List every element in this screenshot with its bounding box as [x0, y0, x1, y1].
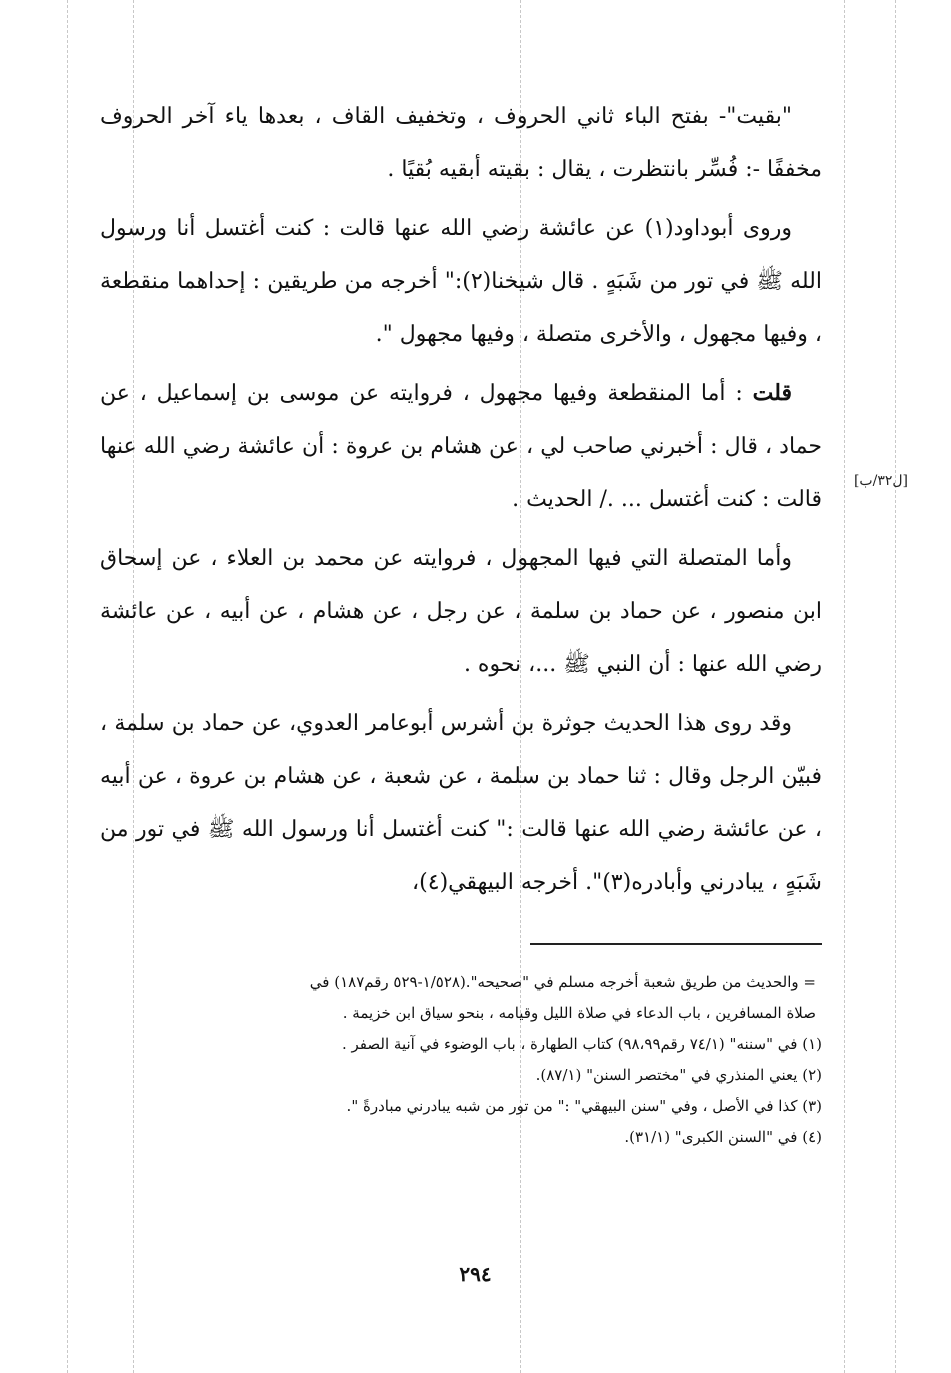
manuscript-folio-marker: [ل٣٢/ب]: [853, 473, 908, 489]
footnote-1: (١) في "سننه" (٧٤/١ رقم٩٨،٩٩) كتاب الطهارة ، باب الوضوء في آنية الصفر .: [341, 1035, 822, 1053]
paragraph-3-text: : أما المنقطعة وفيها مجهول ، فروايته عن موسى بن إسماعيل ، عن حماد ، قال : أخبرني صاحب لي ، عن هشام بن عروة : أن عائشة رضي الله عنها قالت : كنت أغتسل ... ./ الحديث .: [100, 381, 822, 512]
paragraph-2: وروى أبوداود(١) عن عائشة رضي الله عنها قالت : كنت أغتسل أنا ورسول الله ﷺ في تور من شَبَهٍ . قال شيخنا(٢):" أخرجه من طريقين : إحداهما منقطعة ، وفيها مجهول ، والأخرى متصلة ، وفيها مجهول ".: [100, 216, 822, 347]
paragraph-4: وأما المتصلة التي فيها المجهول ، فروايته عن محمد بن العلاء ، عن إسحاق ابن منصور ، عن حماد بن سلمة ، عن رجل ، عن هشام ، عن أبيه ، عن عائشة رضي الله عنها : أن النبي ﷺ ...، نحوه .: [100, 546, 822, 677]
guide-line: [67, 0, 68, 1373]
guide-line: [895, 0, 896, 1373]
paragraph-1: "بقيت"- بفتح الباء ثاني الحروف ، وتخفيف القاف ، بعدها ياء آخر الحروف مخففًا -: فُسِّر بانتظرت ، يقال : بقيته أبقيه بُقيًا .: [100, 104, 822, 182]
footnote-continuation: صلاة المسافرين ، باب الدعاء في صلاة الليل وقيامه ، بنحو سياق ابن خزيمة .: [342, 1004, 816, 1022]
paragraph-5: وقد روى هذا الحديث جوثرة بن أشرس أبوعامر العدوي، عن حماد بن سلمة ، فبيّن الرجل وقال : ثنا حماد بن سلمة ، عن شعبة ، عن هشام بن عروة ، عن أبيه ، عن عائشة رضي الله عنها قالت :" كنت أغتسل أنا ورسول الله ﷺ في تور من شَبَهٍ ، يبادرني وأبادره(٣)". أخرجه البيهقي(٤)،: [100, 711, 822, 895]
footnote-2: (٢) يعني المنذري في "مختصر السنن" (٨٧/١).: [535, 1066, 822, 1084]
footnote-continuation: = والحديث من طريق شعبة أخرجه مسلم في "صحيحه".(١/٥٢٨-٥٢٩ رقم١٨٧) في: [309, 973, 816, 991]
paragraph-3: [100, 367, 822, 526]
footnote-4: (٤) في "السنن الكبرى" (٣١/١).: [624, 1128, 822, 1146]
qult-label: قلت: [752, 380, 792, 406]
footnotes: [200, 967, 822, 1153]
footnote-separator: [530, 943, 822, 945]
footnote-3: (٣) كذا في الأصل ، وفي "سنن البيهقي" :" من تور من شبه يبادرني مبادرةً ".: [346, 1097, 822, 1115]
main-text: [100, 90, 822, 909]
page-number: ٢٩٤: [459, 1262, 492, 1286]
guide-line: [844, 0, 845, 1373]
